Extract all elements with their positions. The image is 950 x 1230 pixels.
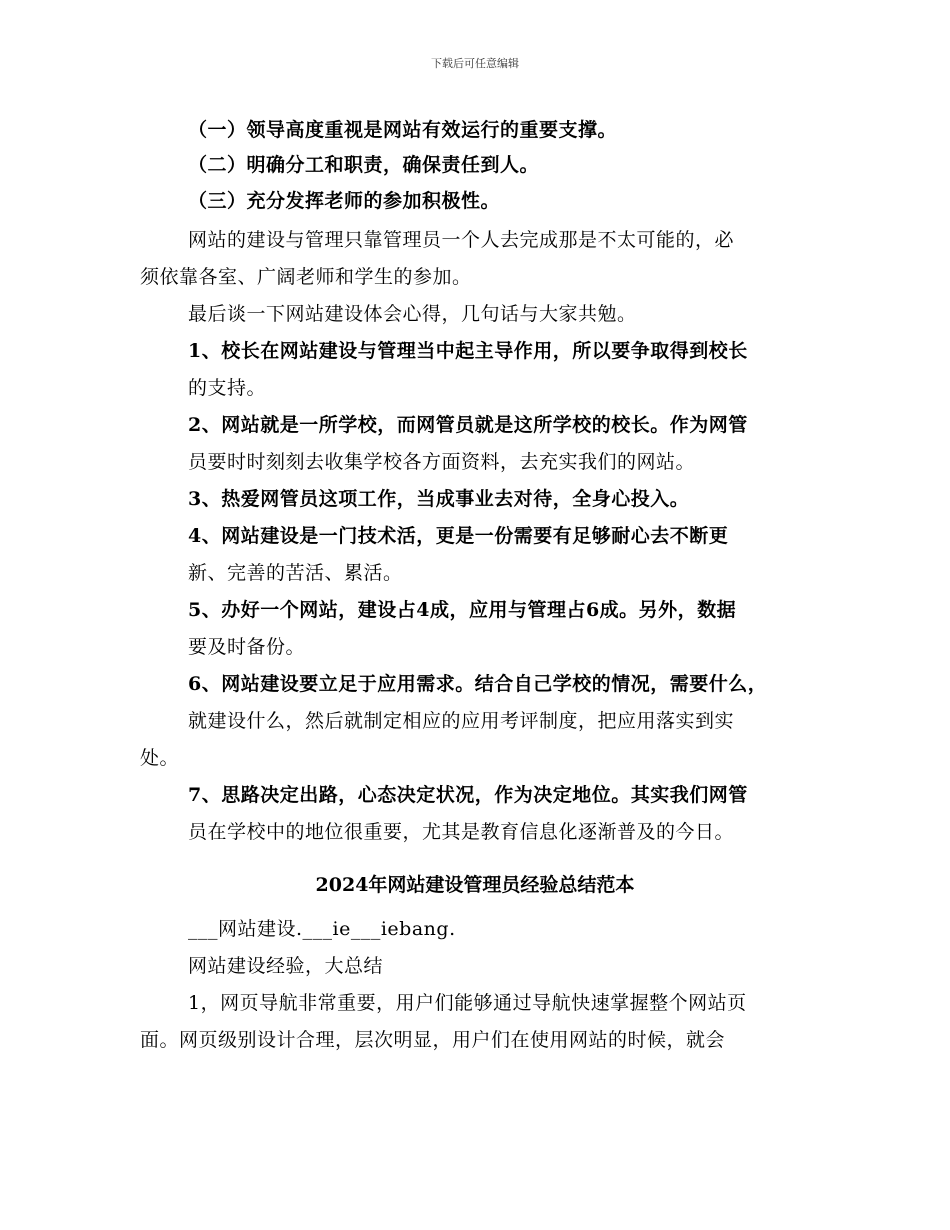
paragraph-line: 网站的建设与管理只靠管理员一个人去完成那是不太可能的，必 xyxy=(188,229,735,251)
section-item-1: （一）领导高度重视是网站有效运行的重要支撑。 xyxy=(188,119,618,141)
paragraph-line: 1，网页导航非常重要，用户们能够通过导航快速掌握整个网站页 xyxy=(188,992,747,1014)
point-2-cont: 员要时时刻刻去收集学校各方面资料，去充实我们的网站。 xyxy=(188,451,696,473)
section-item-2: （二）明确分工和职责，确保责任到人。 xyxy=(188,154,540,176)
point-4-lead: 4、网站建设是一门技术活，更是一份需要有足够耐心去不断更 xyxy=(188,525,729,547)
section-item-3: （三）充分发挥老师的参加积极性。 xyxy=(188,190,501,212)
point-6-lead: 6、网站建设要立足于应用需求。结合自己学校的情况，需要什么， xyxy=(188,673,768,695)
point-1-cont: 的支持。 xyxy=(188,377,267,399)
page-header: 下载后可任意编辑 xyxy=(431,57,519,70)
point-1-lead: 1、校长在网站建设与管理当中起主导作用，所以要争取得到校长 xyxy=(188,340,748,362)
point-5-lead: 5、办好一个网站，建设占4成，应用与管理占6成。另外，数据 xyxy=(188,599,737,621)
paragraph-line: 最后谈一下网站建设体会心得，几句话与大家共勉。 xyxy=(188,303,637,325)
point-7-lead: 7、思路决定出路，心态决定状况，作为决定地位。其实我们网管 xyxy=(188,784,748,806)
point-4-cont: 新、完善的苦活、累活。 xyxy=(188,562,403,584)
point-3-lead: 3、热爱网管员这项工作，当成事业去对待，全身心投入。 xyxy=(188,488,690,510)
point-7-cont: 员在学校中的地位很重要，尤其是教育信息化逐渐普及的今日。 xyxy=(188,821,735,843)
paragraph-line: ___网站建设.___ie___iebang. xyxy=(188,918,456,940)
point-6-cont2: 处。 xyxy=(140,747,180,769)
point-6-cont: 就建设什么，然后就制定相应的应用考评制度，把应用落实到实 xyxy=(188,710,735,732)
point-2-lead: 2、网站就是一所学校，而网管员就是这所学校的校长。作为网管 xyxy=(188,414,748,436)
point-5-cont: 要及时备份。 xyxy=(188,636,306,658)
document-title: 2024年网站建设管理员经验总结范本 xyxy=(315,874,635,896)
paragraph-line: 须依靠各室、广阔老师和学生的参加。 xyxy=(140,266,472,288)
paragraph-line: 面。网页级别设计合理，层次明显，用户们在使用网站的时候，就会 xyxy=(140,1029,726,1051)
paragraph-line: 网站建设经验，大总结 xyxy=(188,955,384,977)
